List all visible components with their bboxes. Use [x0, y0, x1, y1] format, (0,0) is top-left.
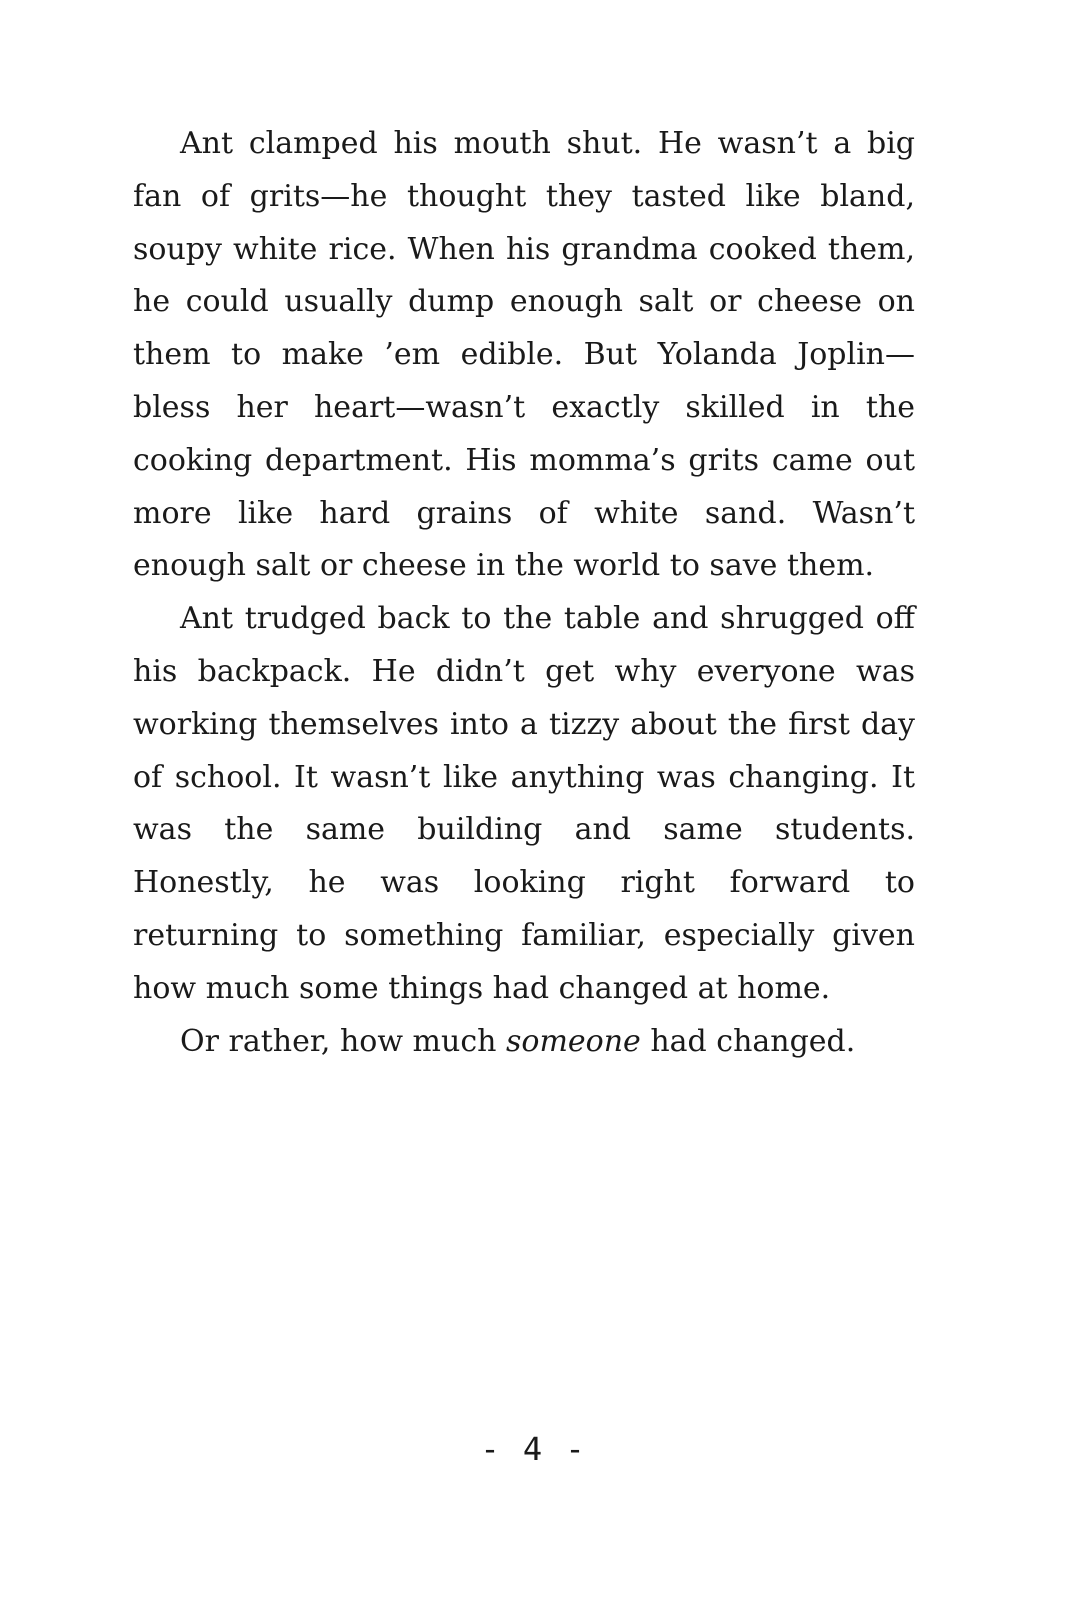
body-text — [133, 118, 915, 1068]
paragraph-3 — [133, 1016, 915, 1069]
paragraph-1: Ant clamped his mouth shut. He wasn’t a big fan of grits—he thought they tasted like bland, soupy white rice. When his grandma cooked them, he could usually dump enough salt or cheese on them to make ’em edible. But Yolanda Joplin—bless her heart—wasn’t exactly skilled in the cooking department. His momma’s grits came out more like hard grains of white sand. Wasn’t enough salt or cheese in the world to save them. — [133, 126, 915, 584]
paragraph-3-emphasis: someone — [505, 1023, 641, 1059]
paragraph-3-before: Or rather, how much — [180, 1023, 506, 1059]
page-number: - 4 - — [480, 1430, 587, 1468]
paragraph-3-after: had changed. — [640, 1023, 856, 1059]
paragraph-2: Ant trudged back to the table and shrugged off his backpack. He didn’t get why everyone was working themselves into a tizzy about the first day of school. It wasn’t like anything was changing. It was the same building and same students. Honestly, he was looking right forward to returning to something familiar, especially given how much some things had changed at home. — [133, 601, 915, 1006]
